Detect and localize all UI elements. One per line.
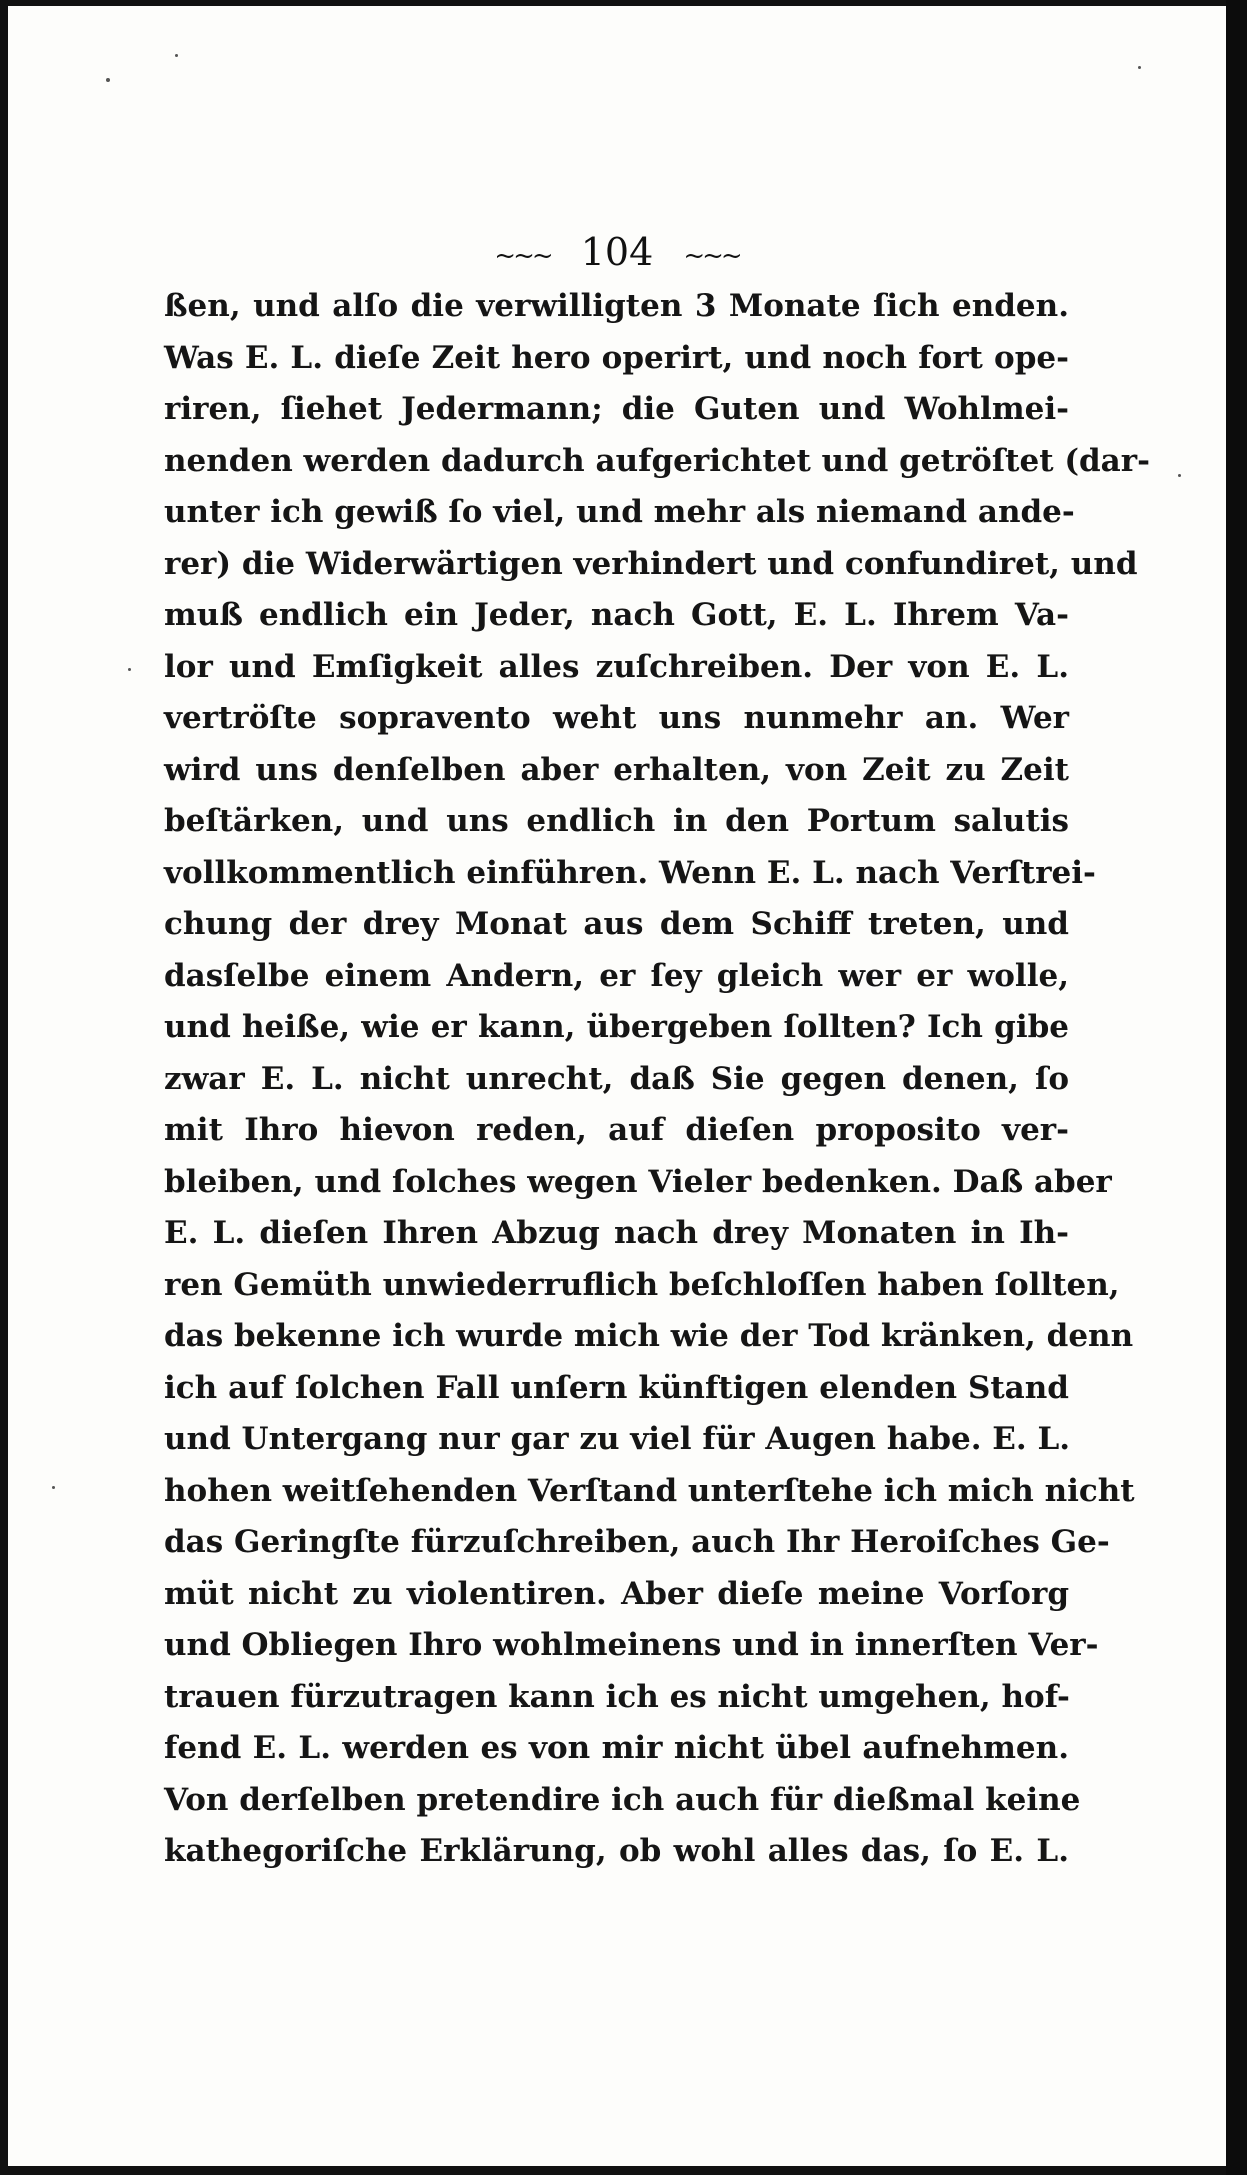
text-line: das bekenne ich wurde mich wie der Tod kränken, denn <box>164 1318 1134 1354</box>
text-line: nenden werden dadurch aufgerichtet und getröſtet (dar- <box>164 442 1150 479</box>
page-number: 104 <box>580 230 654 274</box>
text-line: muß endlich ein Jeder, nach Gott, E. L. Ihrem Va- <box>164 597 1069 633</box>
body-text <box>164 281 1150 1878</box>
text-line: mit Ihro hievon reden, auf dieſen proposito ver- <box>164 1112 1069 1148</box>
text-line: hohen weitſehenden Verſtand unterſtehe ich mich nicht <box>164 1472 1135 1509</box>
paper-speck <box>106 78 110 82</box>
text-line: fend E. L. werden es von mir nicht übel aufnehmen. <box>164 1730 1069 1766</box>
paper-speck <box>1138 66 1141 69</box>
text-line: bleiben, und ſolches wegen Vieler bedenken. Daß aber <box>164 1163 1112 1200</box>
text-line: zwar E. L. nicht unrecht, daß Sie gegen denen, ſo <box>164 1060 1069 1097</box>
paper-speck <box>1178 474 1181 477</box>
text-line: ßen, und alſo die verwilligten 3 Monate ſich enden. <box>164 288 1069 324</box>
book-page <box>8 6 1226 2166</box>
text-line: und Obliegen Ihro wohlmeinens und in innerſten Ver- <box>164 1627 1099 1663</box>
text-line: vollkommentlich einführen. Wenn E. L. nach Verſtrei- <box>164 854 1096 891</box>
text-line: Was E. L. dieſe Zeit hero operirt, und noch fort ope- <box>164 339 1069 376</box>
text-line: und Untergang nur gar zu viel für Augen habe. E. L. <box>164 1421 1071 1457</box>
text-line: lor und Emſigkeit alles zuſchreiben. Der von E. L. <box>164 648 1069 685</box>
text-line: trauen fürzutragen kann ich es nicht umgehen, hof- <box>164 1678 1070 1715</box>
text-line: wird uns denſelben aber erhalten, von Zeit zu Zeit <box>164 751 1069 788</box>
paper-speck <box>128 668 131 671</box>
text-line: dasſelbe einem Andern, er ſey gleich wer er wolle, <box>164 957 1069 994</box>
text-line: ich auf ſolchen Fall unſern künftigen elenden Stand <box>164 1369 1069 1406</box>
page-header <box>8 230 1226 274</box>
text-line: kathegoriſche Erklärung, ob wohl alles das, ſo E. L. <box>164 1833 1069 1869</box>
header-ornament-left: ~~~ <box>494 240 551 271</box>
text-line: unter ich gewiß ſo viel, und mehr als niemand ande- <box>164 494 1075 530</box>
header-ornament-right: ~~~ <box>683 240 740 271</box>
text-line: E. L. dieſen Ihren Abzug nach drey Monaten in Ih- <box>164 1215 1069 1251</box>
text-line: vertröſte sopravento weht uns nunmehr an. Wer <box>164 700 1069 736</box>
text-line: Von derſelben pretendire ich auch für dießmal keine <box>164 1781 1081 1818</box>
paper-speck <box>52 1486 55 1489</box>
text-line: und heiße, wie er kann, übergeben ſollten? Ich gibe <box>164 1009 1069 1045</box>
scan-edge <box>1226 0 1247 2175</box>
text-line: riren, ſiehet Jedermann; die Guten und Wohlmei- <box>164 391 1069 427</box>
paper-speck <box>175 54 178 57</box>
text-line: chung der drey Monat aus dem Schiff treten, und <box>164 906 1069 942</box>
text-line: müt nicht zu violentiren. Aber dieſe meine Vorſorg <box>164 1575 1069 1612</box>
text-line: das Geringſte fürzuſchreiben, auch Ihr Heroiſches Ge- <box>164 1524 1110 1560</box>
text-line: ren Gemüth unwiederruflich beſchloſſen haben ſollten, <box>164 1266 1120 1303</box>
text-line: rer) die Widerwärtigen verhindert und confundiret, und <box>164 545 1138 582</box>
text-line: beſtärken, und uns endlich in den Portum salutis <box>164 803 1069 839</box>
